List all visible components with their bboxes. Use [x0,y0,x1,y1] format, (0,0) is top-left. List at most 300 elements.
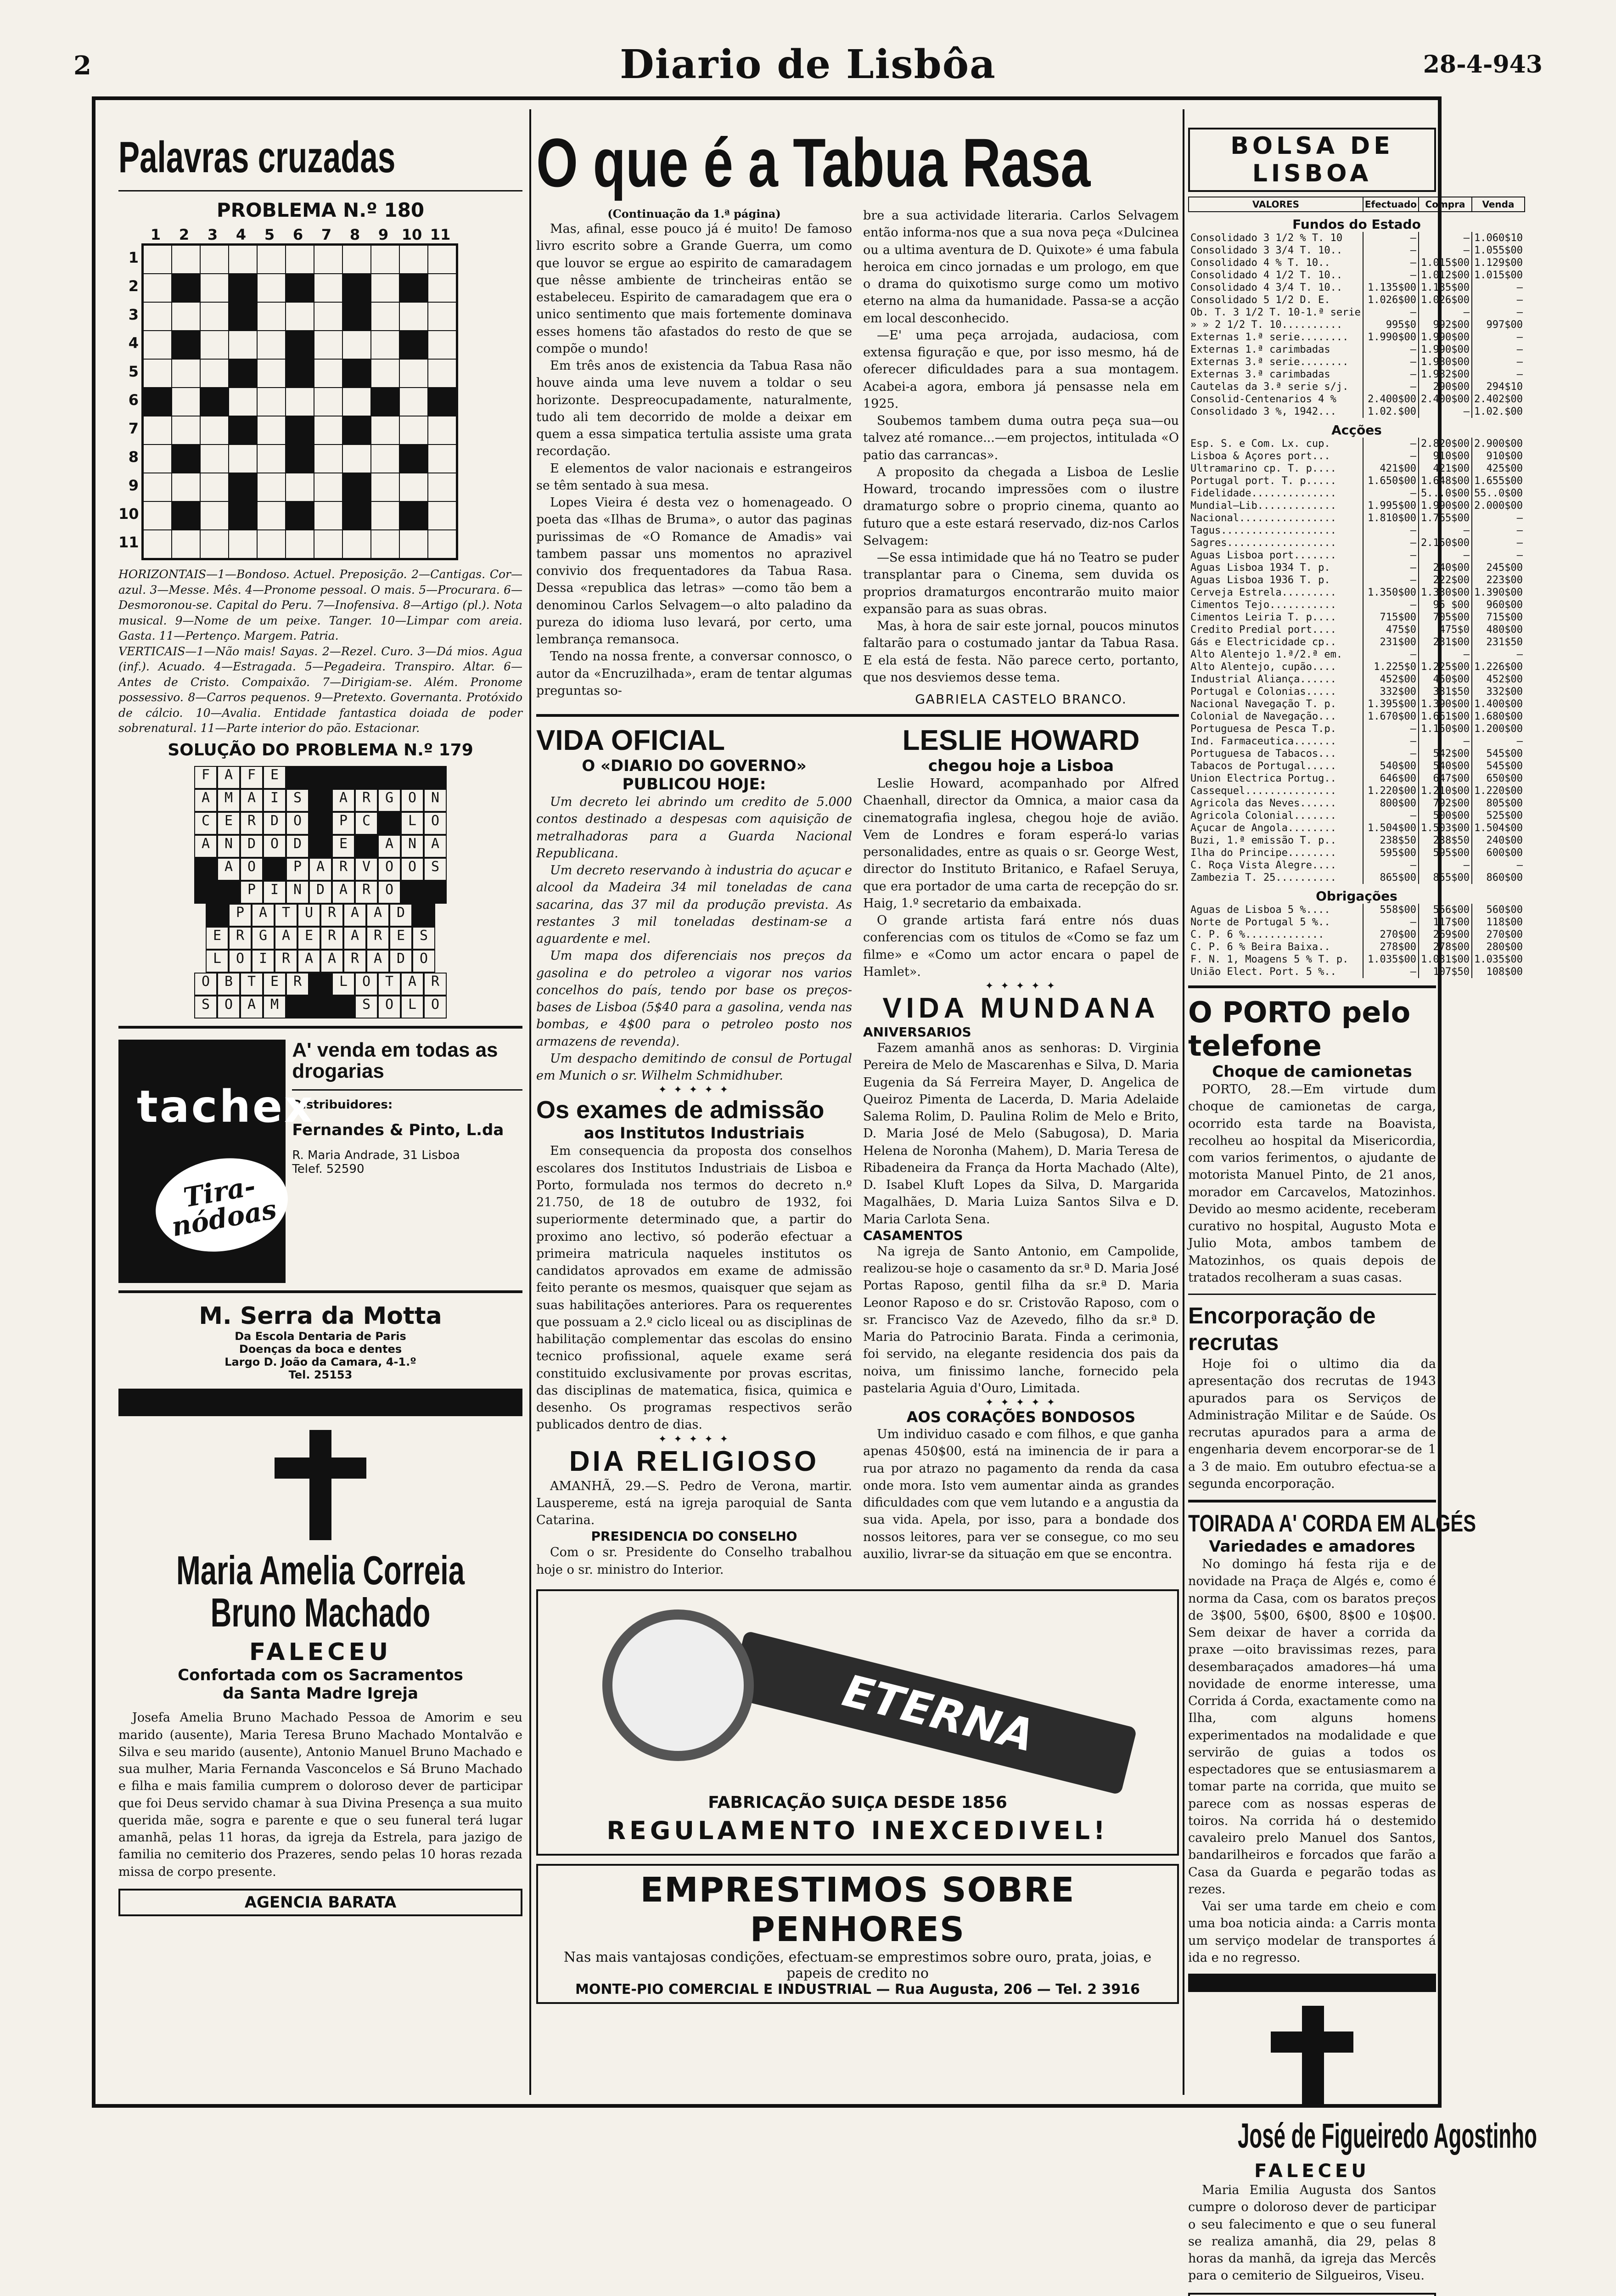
crossword-cell[interactable] [257,302,286,331]
crossword-problem: PROBLEMA N.º 180 [118,199,522,221]
price-cell: 290$00 [1419,381,1472,393]
crossword-cell [229,274,257,302]
table-section [1189,418,1525,438]
table-section [1189,212,1525,232]
crossword-cell [229,473,257,501]
tourada-text [1188,1556,1436,1966]
crossword-cell[interactable] [399,530,428,558]
solution-cell: O [412,950,435,973]
penhores-advert [536,1864,1179,2004]
security-name: Nacional Navegação T. p. [1189,698,1363,710]
price-cell: — [1419,648,1472,661]
security-name: F. N. 1, Moagens 5 % T. p. [1189,953,1363,966]
crossword-cell[interactable] [257,274,286,302]
crossword-cell[interactable] [314,388,342,416]
price-cell: 1.226$00 [1472,661,1525,673]
price-cell: 1.129$00 [1472,257,1525,269]
crossword-cell[interactable] [257,445,286,473]
solution-cell: A [378,835,401,858]
crossword-cell[interactable] [399,302,428,331]
solution-row [183,927,458,950]
crossword-cell[interactable] [371,473,399,501]
security-name: Aguas de Lisboa 5 %.... [1189,904,1363,916]
solution-cell: B [217,973,240,996]
crossword-cell[interactable] [399,359,428,388]
divider [118,1290,522,1293]
crossword-cell[interactable] [286,245,314,274]
crossword-cell[interactable] [143,501,172,530]
dentist-name: M. Serra da Motta [118,1302,522,1330]
crossword-row-number: 10 [118,500,141,528]
section-label: Obrigações [1189,884,1525,904]
price-cell: 107$50 [1419,966,1472,978]
article-paragraph: Mas, afinal, esse pouco já é muito! De famoso livro escrito sobre a Grande Guerra, um como que louvor se ergue ao espirito de camaradagem que nêsse ambiente de trincheiras então se estabeleceu. Espirito de camaradagem que era o unico sentimento que mais fortemente dominava esses homens tão afastados do resto de que se compõe o mundo! [536,220,852,357]
recrutas-paragraph: Hoje foi o ultimo dia da apresentação dos recrutas de 1943 apurados para os Serviços de Administração Militar e de Saúde. Os recrutas apurados para a arma de engenharia devem encorporar-se de 1 a 3 de maio. Em outubro efectua-se a segunda encorporação. [1188,1356,1436,1492]
price-cell: 1.012$00 [1419,269,1472,281]
solution-cell: S [355,996,378,1019]
price-cell: 1.395$00 [1363,698,1419,710]
table-row [1189,611,1525,624]
crossword-row-number: 7 [118,414,141,443]
price-cell: 647$00 [1419,772,1472,785]
price-cell: 1.330$00 [1419,586,1472,599]
crossword-cell[interactable] [200,245,229,274]
col-header-compra: Compra [1419,197,1472,212]
price-cell: — [1363,599,1419,611]
crossword-cell[interactable] [257,501,286,530]
crossword-cell[interactable] [143,445,172,473]
crossword-cell[interactable] [428,245,456,274]
table-row [1189,343,1525,356]
price-cell: — [1472,549,1525,562]
bolsa-title: BOLSA DE LISBOA [1188,128,1436,192]
solution-cell: R [275,950,297,973]
black-bar [118,1389,522,1416]
security-name: Credito Predial port.... [1189,624,1363,636]
security-name: Alto Alentejo, cupão.... [1189,661,1363,673]
table-row [1189,822,1525,834]
security-name: C. P. 6 %............. [1189,929,1363,941]
solution-cell: A [194,835,217,858]
crossword-cell[interactable] [371,274,399,302]
issue-date: 28-4-943 [1423,51,1543,79]
price-cell: — [1472,648,1525,661]
porto-title: O PORTO pelo telefone [1188,996,1436,1063]
solution-cell: I [263,881,286,904]
crossword-cell[interactable] [200,473,229,501]
stock-table [1188,197,1525,978]
crossword-cell[interactable] [172,245,200,274]
table-row [1189,331,1525,343]
crossword-col-number: 4 [227,226,255,243]
crossword-cell[interactable] [200,302,229,331]
crossword-cell[interactable] [143,473,172,501]
crossword-col-number: 10 [398,226,426,243]
crossword-cell[interactable] [371,445,399,473]
crossword-cell[interactable] [143,331,172,359]
price-cell: 223$00 [1472,574,1525,586]
crossword-cell[interactable] [172,388,200,416]
crossword-cell[interactable] [286,388,314,416]
crossword-cell[interactable] [143,274,172,302]
tourada-sub: Variedades e amadores [1188,1537,1436,1556]
price-cell: 2.820$00 [1419,438,1472,450]
table-row [1189,929,1525,941]
solution-cell [286,996,309,1019]
solution-cell: A [343,904,366,927]
crossword-cell[interactable] [143,359,172,388]
presidencia-text [536,1544,852,1578]
coracoes-title: AOS CORAÇÕES BONDOSOS [863,1408,1179,1426]
crossword-cell[interactable] [428,302,456,331]
crossword-cell[interactable] [172,473,200,501]
table-row [1189,574,1525,586]
solution-cell [401,766,424,789]
solution-cell: R [366,927,389,950]
price-cell: 278$00 [1363,941,1419,953]
solution-cell: O [424,996,447,1019]
price-cell: 294$10 [1472,381,1525,393]
article-paragraph: Mas, à hora de sair este jornal, poucos minutos faltarão para o costumado jantar da Tabua Rasa. E ela está de festa. Não parece certo, portanto, que nos desviemos desse tema. [863,618,1179,686]
table-row [1189,698,1525,710]
price-cell: 1.648$00 [1419,475,1472,487]
crossword-cell[interactable] [200,445,229,473]
solution-cell: D [286,835,309,858]
solution-cell: A [366,904,389,927]
solution-cell: A [240,996,263,1019]
solution-cell: S [286,789,309,812]
crossword-cell[interactable] [399,245,428,274]
crossword-cell[interactable] [257,416,286,445]
crossword-cell[interactable] [342,388,371,416]
crossword-cell [342,501,371,530]
price-cell: — [1363,450,1419,462]
crossword-cell[interactable] [200,530,229,558]
crossword-col-number: 2 [170,226,198,243]
table-row [1189,438,1525,450]
solution-cell: A [297,950,320,973]
article-paragraph: —E' uma peça arrojada, audaciosa, com extensa figuração e que, por isso mesmo, há de oferecer dificuldades para a sua montagem. Acabei-a agora, embora já pensasse nela em 1925. [863,327,1179,412]
crossword-cell[interactable] [314,302,342,331]
price-cell: — [1363,343,1419,356]
article-paragraph: A proposito da chegada a Lisboa de Leslie Howard, trocando impressões com o ilustre dramaturgo sobre o proprio cinema, quanto ao futuro que a este estará reservado, diz-nos Carlos Selvagem: [863,464,1179,549]
solution-cell: A [275,927,297,950]
crossword-cell[interactable] [342,445,371,473]
security-name: Sagres.................. [1189,537,1363,549]
dentist-phone: Tel. 25153 [118,1368,522,1381]
obituary-paragraph: Josefa Amelia Bruno Machado Pessoa de Amorim e seu marido (ausente), Maria Teresa Bruno Machado Montalvão e Silva e seu marido (ausente), Antonio Manuel Bruno Machado e sua mulher, Maria Fernanda Vasconcelos e Sá Bruno Machado e filha e mais familia cumprem o doloroso dever de participar que foi Deus servido chamar à sua Divina Presença a sua muito querida mãe, sogra e parente e que o seu funeral terá lugar amanhã, pelas 11 horas, da igreja da Estrela, para jazigo de familia no cemiterio dos Prazeres, sendo pelas 10 horas rezada missa de corpo presente. [118,1709,522,1880]
crossword-cell[interactable] [314,473,342,501]
price-cell: — [1472,281,1525,294]
vida-oficial-sub-2: PUBLICOU HOJE: [536,775,852,793]
crossword-cell[interactable] [257,530,286,558]
table-row [1189,281,1525,294]
crossword-cell [229,302,257,331]
decree-item: Um decreto lei abrindo um credito de 5.000 contos destinado a despesas com aquisição de metralhadoras para a Guarda Nacional Republicana. [536,793,852,862]
crossword-cell[interactable] [314,359,342,388]
price-cell: — [1472,294,1525,306]
table-row [1189,475,1525,487]
crossword-cell[interactable] [428,501,456,530]
crossword-cell [143,388,172,416]
solution-cell: F [194,766,217,789]
penhores-title: EMPRESTIMOS SOBRE PENHORES [547,1870,1168,1949]
crossword-cell[interactable] [200,501,229,530]
security-name: Consolid-Centenarios 4 % [1189,393,1363,405]
solution-row [183,789,458,812]
crossword-cell [286,501,314,530]
solution-cell: O [194,973,217,996]
solution-cell: R [240,812,263,835]
crossword-cell [371,388,399,416]
crossword-cell [172,445,200,473]
recrutas-title: Encorporação de recrutas [1188,1302,1436,1356]
price-cell: — [1363,487,1419,500]
solution-cell [309,766,332,789]
article-paragraph: —Se essa intimidade que há no Teatro se puder transplantar para o Cinema, sem duvida os proprios dramaturgos encontrarão muito maior expansão para as suas obras. [863,549,1179,618]
security-name: Externas 1.ª carimbadas [1189,343,1363,356]
clues-vertical: VERTICAIS—1—Não mais! Sayas. 2—Rezel. Curo. 3—Dá mios. Agua (inf.). Acuado. 4—Estragada. 5—Pegadeira. Transpiro. Altar. 6—Antes de Cristo. Compaixão. 7—Dirigiam-se. Além. Pronome possessivo. 8—Carros pequenos. 9—Pretexto. Governanta. Protóxido de cálcio. 10—Avalia. Entidade fantastica doiada de poder sobrenatural. 11—Parte interior do pão. Estacionar. [118,644,522,736]
crossword-cell[interactable] [257,331,286,359]
crossword-cell [286,331,314,359]
crossword-cell[interactable] [229,388,257,416]
crossword-cell[interactable] [314,530,342,558]
crossword-cell[interactable] [257,359,286,388]
porto-sub: Choque de camionetas [1188,1063,1436,1081]
price-cell: — [1363,524,1419,537]
table-row [1189,735,1525,748]
religioso-text [536,1478,852,1529]
solution-cell: G [378,789,401,812]
tachex-advert [118,1040,522,1283]
crossword-cell[interactable] [200,416,229,445]
price-cell: 540$00 [1419,760,1472,772]
price-cell: 855$00 [1419,872,1472,884]
obituary-sub-1: Confortada com os Sacramentos [118,1666,522,1684]
crossword-cell [342,359,371,388]
price-cell: — [1363,232,1419,244]
crossword-cell[interactable] [172,302,200,331]
divider [536,714,1179,717]
crossword-cell[interactable] [371,416,399,445]
crossword-cell [229,359,257,388]
crossword-row-number: 2 [118,272,141,300]
crossword-cell[interactable] [229,331,257,359]
crossword-cell[interactable] [200,331,229,359]
solution-cell: R [286,973,309,996]
price-cell: 542$00 [1419,748,1472,760]
crossword-cell[interactable] [371,331,399,359]
price-cell: 556$00 [1419,904,1472,916]
crossword-cell[interactable] [229,245,257,274]
crossword-cell[interactable] [314,331,342,359]
table-row [1189,748,1525,760]
casamentos-paragraph: Na igreja de Santo Antonio, em Campolide, realizou-se hoje o casamento da sr.ª D. Maria José Portas Raposo, gentil filha da sr.ª D. Maria Leonor Raposo e do sr. Cristovão Raposo, com o sr. Francisco Vaz de Azevedo, filho da sr.ª D. Maria do Patrocinio Barata. Finda a cerimonia, foi servido, na elegante residencia dos pais da noiva, um finissimo lanche, fornecido pela pastelaria Aguia d'Ouro, Limitada. [863,1243,1179,1397]
crossword-cell[interactable] [399,416,428,445]
crossword-cell [342,416,371,445]
decree-item: Um despacho demitindo de consul de Portugal em Munich o sr. Wilhelm Schmidhuber. [536,1050,852,1085]
price-cell: 1.200$00 [1472,723,1525,735]
solution-cell: V [355,858,378,881]
price-cell: — [1363,748,1419,760]
crossword-cell[interactable] [229,530,257,558]
crossword-cell[interactable] [399,388,428,416]
tachex-distributors-label: Distribuidores: [292,1098,522,1112]
crossword-cell[interactable] [428,331,456,359]
solution-row [183,904,458,927]
vida-oficial-sub-1: O «DIARIO DO GOVERNO» [536,757,852,775]
security-name: Consolidado 3 %, 1942... [1189,405,1363,418]
obituary-faleceu: FALECEU [118,1638,522,1666]
dentist-school: Da Escola Dentaria de Paris [118,1330,522,1343]
crossword-cell [229,501,257,530]
solution-cell: A [217,766,240,789]
crossword-cell[interactable] [342,331,371,359]
solution-cell: A [252,904,275,927]
price-cell: 1.02.$00 [1363,405,1419,418]
solution-cell [378,812,401,835]
price-cell: 997$00 [1472,319,1525,331]
solution-row [183,835,458,858]
crossword-cell[interactable] [257,473,286,501]
crossword-cell[interactable] [143,245,172,274]
solution-grid [183,766,458,1019]
divider [118,1026,522,1029]
solution-cell: O [401,789,424,812]
crossword-cell[interactable] [143,416,172,445]
crossword-cell[interactable] [428,530,456,558]
crossword-cell [399,274,428,302]
crossword-clues [118,567,522,736]
dentist-specialty: Doenças da boca e dentes [118,1343,522,1356]
solution-cell: L [332,973,355,996]
page-frame [92,96,1442,2108]
table-row [1189,785,1525,797]
solution-cell: A [240,789,263,812]
crossword-cell[interactable] [428,473,456,501]
crossword-cell[interactable] [314,501,342,530]
table-row [1189,834,1525,847]
table-row [1189,847,1525,859]
crossword-cell[interactable] [314,416,342,445]
crossword-cell[interactable] [143,530,172,558]
price-cell: 558$00 [1363,904,1419,916]
crossword-cell[interactable] [342,530,371,558]
crossword-cell[interactable] [428,359,456,388]
col-header-venda: Venda [1472,197,1525,212]
price-cell: 1.650$00 [1363,475,1419,487]
crossword-cell[interactable] [286,530,314,558]
crossword-cell[interactable] [143,302,172,331]
solution-cell: R [355,881,378,904]
table-row [1189,797,1525,810]
crossword-cell [286,416,314,445]
crossword-cell[interactable] [399,473,428,501]
column-rule [529,109,531,2095]
crossword-cell[interactable] [371,530,399,558]
price-cell: — [1472,524,1525,537]
crossword-cell[interactable] [342,245,371,274]
crossword-cell[interactable] [286,302,314,331]
tourada-paragraph: No domingo há festa rija e de novidade na Praça de Algés e, como é norma da Casa, com os baratos preços de 3$00, 5$00, 6$00, 8$00 e 10$00. Sem deixar de haver a corrida da praxe —oito bravissimas rezes, para desembaraçados amadores—há uma novidade de enorme interesse, uma Corrida á Corda, exactamente como na Ilha, com alguns homens experimentados na modalidade e que servirão de guias a todos os espectadores que se entusiasmarem a tomar parte na corrida, que muito se parece com as nossas esperas de toiros. Na corrida há o destemido cavaleiro prelo Manuel dos Santos, bandarilheiros e forcados que farão a Casa da Guarda e pegarão todas as rezes. [1188,1556,1436,1898]
price-cell: 525$00 [1472,810,1525,822]
price-cell: 1.150$00 [1419,723,1472,735]
price-cell: 2.900$00 [1472,438,1525,450]
solution-cell: A [194,789,217,812]
crossword-cell[interactable] [172,416,200,445]
crossword-cell[interactable] [371,359,399,388]
crossword-cell[interactable] [428,416,456,445]
crossword-cell[interactable] [257,245,286,274]
crossword-cell[interactable] [314,274,342,302]
solution-cell: A [332,789,355,812]
obituary-name-1: Maria Amelia Correia [175,1549,466,1592]
crossword-cell[interactable] [371,302,399,331]
security-name: Externas 3.ª carimbadas [1189,368,1363,381]
solution-row [183,858,458,881]
crossword-grid[interactable] [141,243,458,560]
crossword-col-number: 7 [312,226,341,243]
crossword-row-number: 5 [118,357,141,386]
security-name: Buzi, 1.ª emissão T. p.. [1189,834,1363,847]
crossword-cell[interactable] [229,445,257,473]
crossword-cell[interactable] [172,530,200,558]
crossword-cell[interactable] [172,359,200,388]
price-cell: 1.670$00 [1363,710,1419,723]
price-cell: 860$00 [1472,872,1525,884]
security-name: Colonial de Navegação... [1189,710,1363,723]
crossword-row-number: 1 [118,243,141,272]
security-name: Consolidado 3 3/4 T. 10.. [1189,244,1363,257]
crossword-cell[interactable] [314,445,342,473]
crossword-cell[interactable] [314,245,342,274]
price-cell: — [1472,306,1525,319]
price-cell: 1.135$00 [1363,281,1419,294]
price-cell: 1.990$00 [1419,331,1472,343]
crossword-cell[interactable] [200,359,229,388]
security-name: C. P. 6 % Beira Baixa.. [1189,941,1363,953]
crossword-cell[interactable] [257,388,286,416]
tachex-address: R. Maria Andrade, 31 Lisboa [292,1148,522,1162]
table-row [1189,450,1525,462]
price-cell: — [1419,859,1472,872]
table-row [1189,512,1525,524]
solution-cell: G [252,927,275,950]
crossword-cell[interactable] [200,274,229,302]
price-cell: 238$50 [1419,834,1472,847]
crossword-cell[interactable] [371,501,399,530]
solution-cell: R [343,950,366,973]
vida-oficial-items [536,793,852,1084]
crossword-cell[interactable] [428,445,456,473]
price-cell: 231$00 [1419,636,1472,648]
crossword-cell[interactable] [428,274,456,302]
crossword-col-number: 8 [341,226,369,243]
price-cell: 1.060$10 [1472,232,1525,244]
obituary-paragraph: Maria Emilia Augusta dos Santos cumpre o doloroso dever de participar o seu falecimento e que o seu funeral se realiza amanhã, dia 29, pelas 8 horas da manhã, da igreja das Mercês para o cemiterio de Silgueiros, Viseu. [1188,2182,1436,2285]
price-cell: 800$00 [1363,797,1419,810]
dentist-advert [118,1302,522,1381]
crossword-cell[interactable] [371,245,399,274]
solution-cell: L [401,996,424,1019]
solution-cell: I [263,789,286,812]
solution-cell: L [206,950,229,973]
price-cell: — [1363,549,1419,562]
security-name: Cimentos Tejo........... [1189,599,1363,611]
table-row [1189,537,1525,549]
crossword-cell[interactable] [286,473,314,501]
price-cell: 1.995$00 [1363,500,1419,512]
